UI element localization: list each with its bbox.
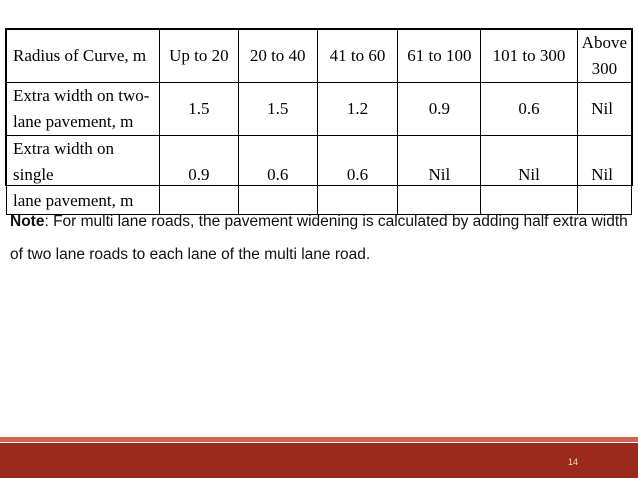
- header-above-300: Above 300: [577, 30, 631, 83]
- row-two-lane-label: [7, 83, 160, 136]
- footer-accent-line: [0, 437, 638, 442]
- cell-single-lane-61-to-100: Nil: [398, 136, 481, 215]
- cell-two-lane-101-to-300: 0.6: [481, 83, 577, 136]
- row-two-lane-label-line2: lane pavement, m: [13, 112, 134, 131]
- row-single-lane-label-line1: Extra width on single: [13, 139, 115, 184]
- header-61-to-100: 61 to 100: [398, 30, 481, 83]
- cell-single-lane-101-to-300: Nil: [481, 136, 577, 215]
- header-101-to-300: 101 to 300: [481, 30, 577, 83]
- cell-single-lane-41-to-60: 0.6: [317, 136, 398, 215]
- note-text: : For multi lane roads, the pavement widening is calculated by adding half extra width of two lane roads to each lane of the multi lane road.: [10, 213, 628, 263]
- header-radius: Radius of Curve, m: [7, 30, 160, 83]
- cell-two-lane-above-300: Nil: [577, 83, 631, 136]
- table-row-single-lane: [7, 136, 632, 215]
- cell-two-lane-61-to-100: 0.9: [398, 83, 481, 136]
- cell-single-lane-up-to-20: 0.9: [159, 136, 238, 215]
- table-row-two-lane: [7, 83, 632, 136]
- row-two-lane-label-line1: Extra width on two-: [13, 86, 150, 105]
- cell-two-lane-41-to-60: 1.2: [317, 83, 398, 136]
- header-20-to-40: 20 to 40: [238, 30, 317, 83]
- note-label: Note: [10, 213, 45, 230]
- header-up-to-20: Up to 20: [159, 30, 238, 83]
- cell-two-lane-up-to-20: 1.5: [159, 83, 238, 136]
- header-41-to-60: 41 to 60: [317, 30, 398, 83]
- cell-single-lane-above-300: Nil: [577, 136, 631, 215]
- extra-width-table: [6, 29, 632, 215]
- cell-single-lane-20-to-40: 0.6: [238, 136, 317, 215]
- row-single-lane-label-line2: lane pavement, m: [13, 191, 134, 210]
- footer-bar: [0, 443, 638, 478]
- note-paragraph: [10, 205, 630, 271]
- row-single-lane-label: [7, 136, 160, 215]
- table-header-row: [7, 30, 632, 83]
- widening-table-frame: [5, 28, 633, 210]
- cell-two-lane-20-to-40: 1.5: [238, 83, 317, 136]
- page-number: 14: [568, 457, 579, 467]
